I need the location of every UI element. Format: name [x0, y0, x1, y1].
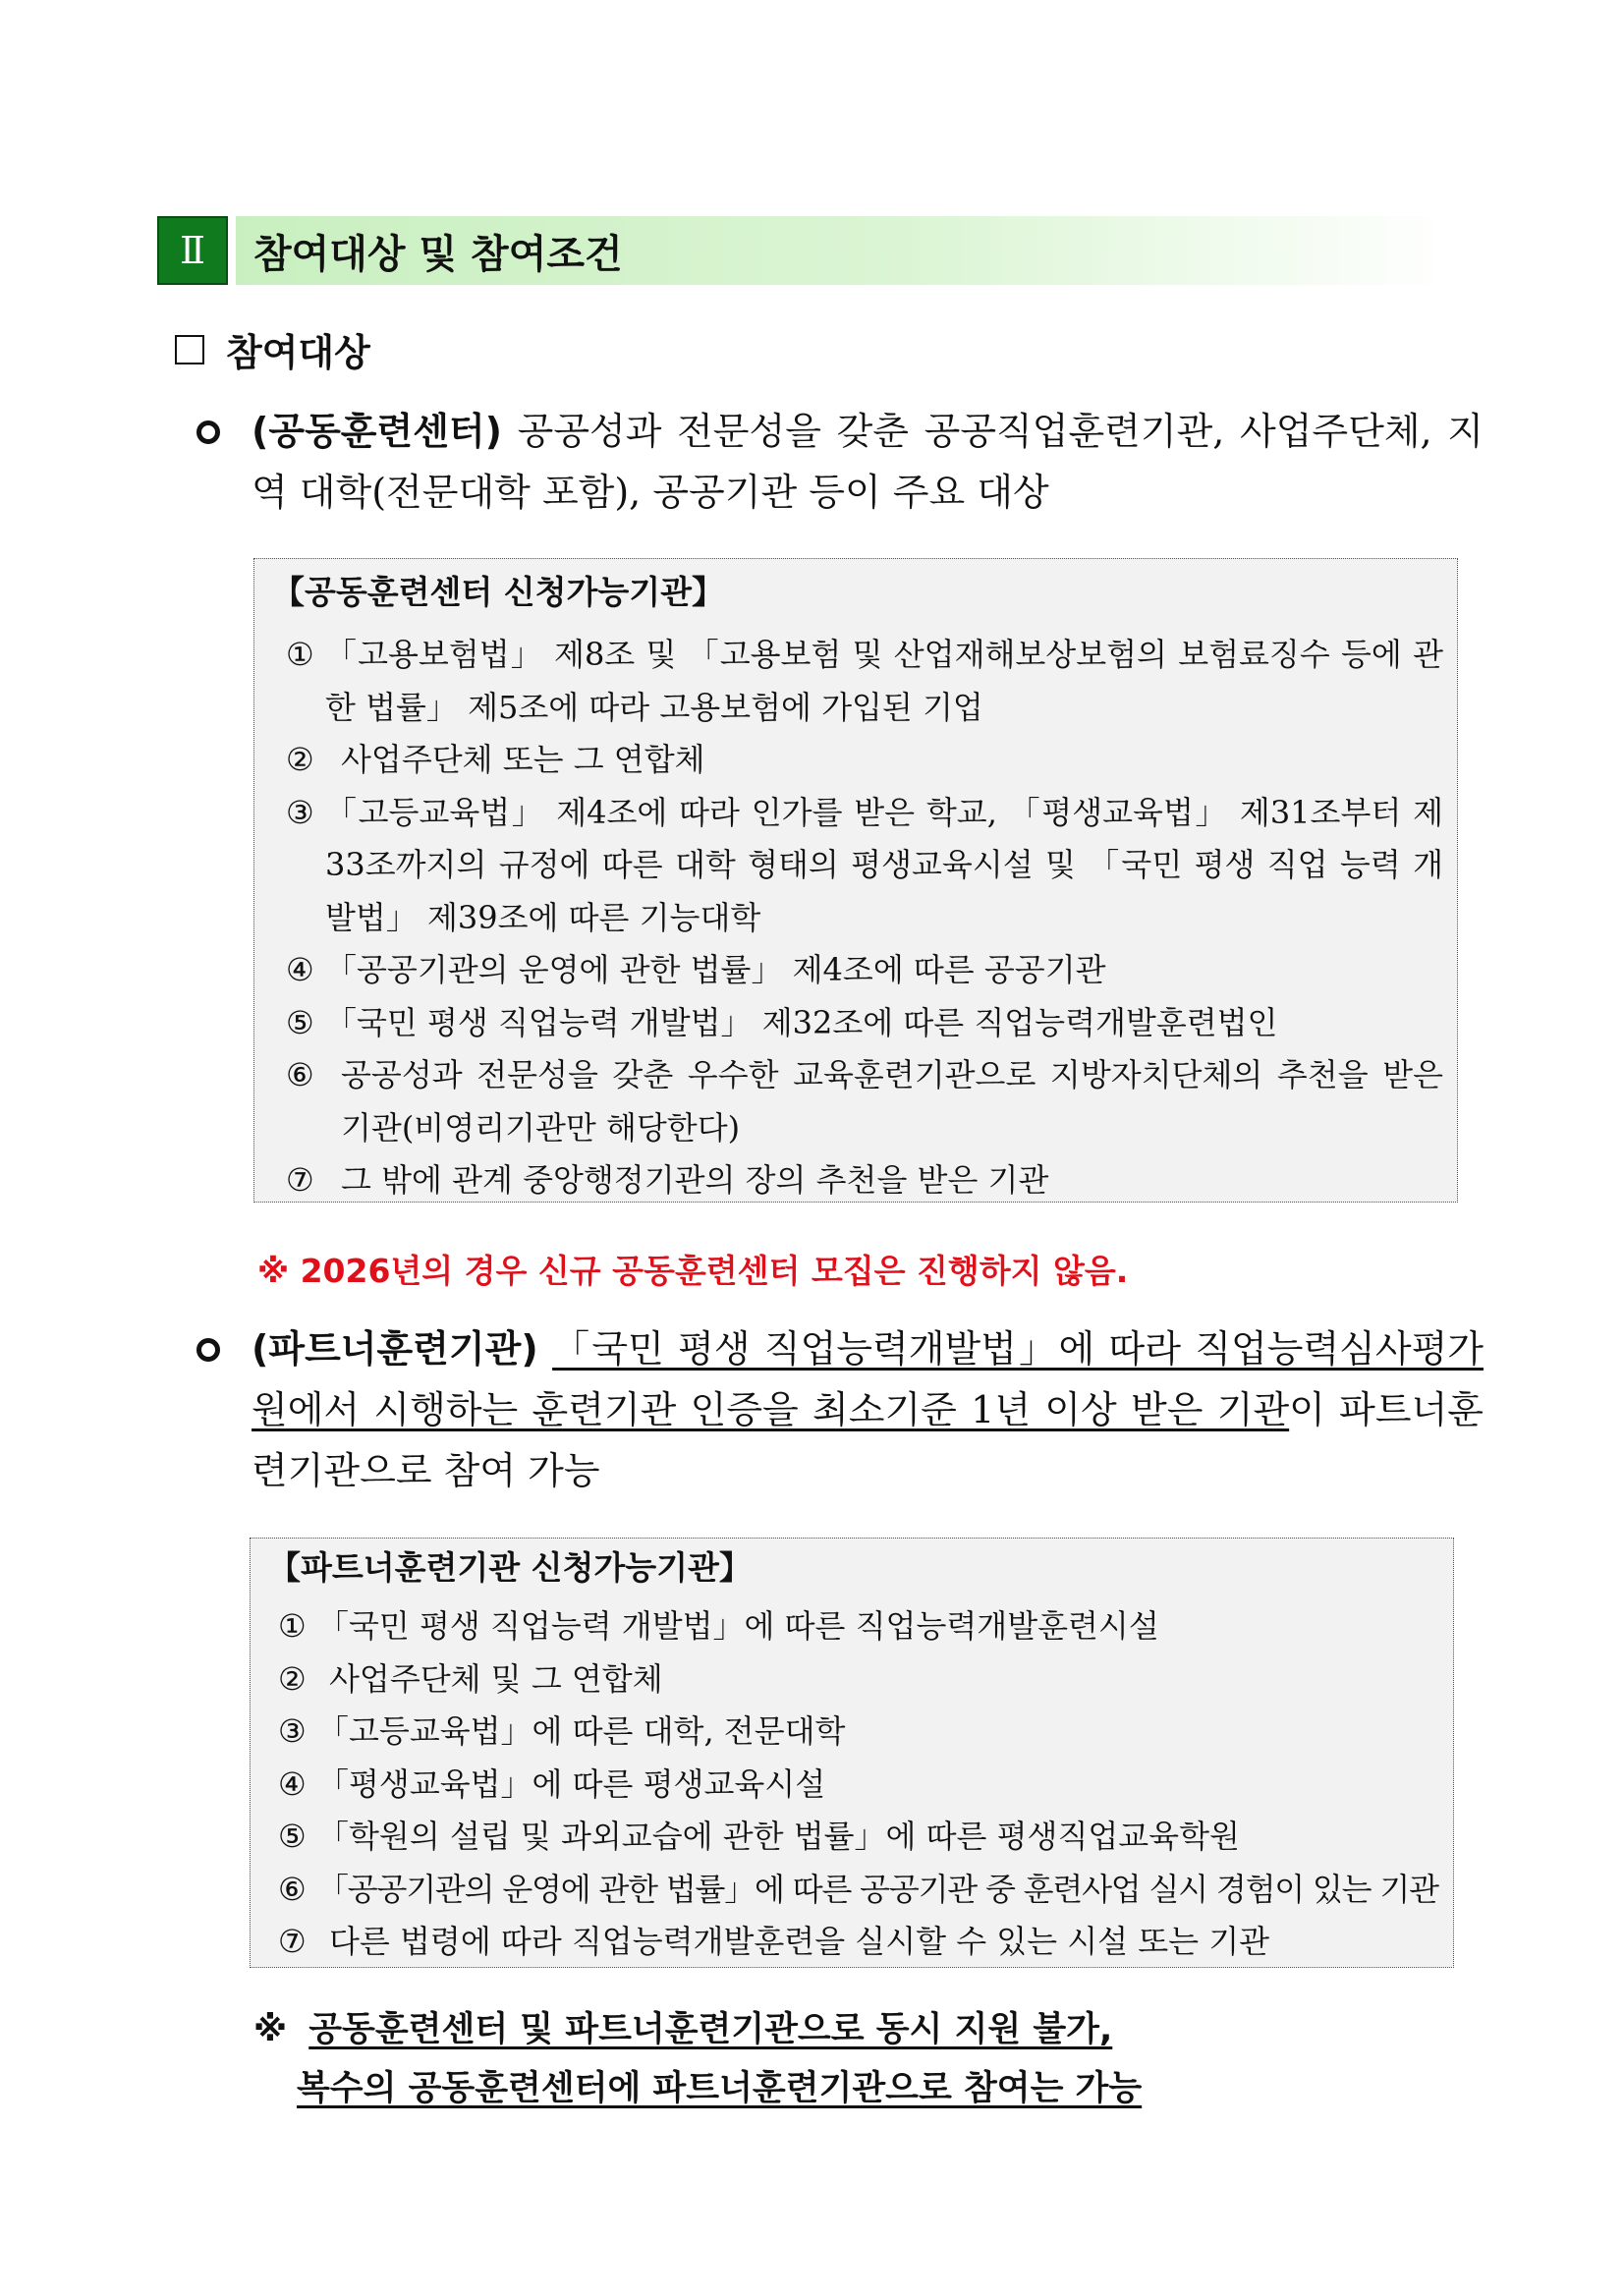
list-item	[278, 1600, 1439, 1653]
partner-box-title: 【파트너훈련기관 신청가능기관】	[268, 1548, 752, 1587]
partner-eligible-box	[250, 1538, 1454, 1968]
list-item-text: 「평생교육법」에 따른 평생교육시설	[317, 1764, 826, 1803]
joint-center-text-block	[252, 401, 1484, 523]
list-item-number: ⑥	[286, 1056, 314, 1093]
circle-bullet-icon	[196, 420, 220, 444]
joint-center-description: 공공성과 전문성을 갖춘 공공직업훈련기관, 사업주단체, 지역 대학(전문대학 포함), 공공기관 등이 주요 대상	[252, 410, 1484, 514]
list-item-text: 그 밖에 관계 중앙행정기관의 장의 추천을 받은 기관	[341, 1161, 1049, 1199]
partner-lead: (파트너훈련기관)	[252, 1327, 538, 1371]
joint-center-eligible-box	[253, 558, 1458, 1203]
list-item-text: 「공공기관의 운영에 관한 법률」에 따른 공공기관 중 훈련사업 실시 경험이 있는 기관	[317, 1870, 1438, 1908]
list-item	[278, 1811, 1439, 1864]
list-item-number: ②	[286, 741, 314, 778]
subheading	[175, 322, 370, 376]
section-header	[157, 216, 1454, 285]
list-item-number: ③	[278, 1712, 307, 1750]
list-item	[286, 997, 1443, 1050]
list-item	[286, 787, 1443, 945]
list-item-number: ⑦	[286, 1161, 314, 1199]
partner-note-text-2: 복수의 공동훈련센터에 파트너훈련기관으로 참여는 가능	[297, 2069, 1143, 2108]
list-item	[278, 1706, 1439, 1759]
list-item-number: ①	[278, 1607, 307, 1645]
list-item-number: ⑦	[278, 1923, 307, 1960]
list-item-text: 사업주단체 또는 그 연합체	[341, 741, 705, 778]
list-item-number: ③	[286, 793, 314, 831]
list-item	[278, 1864, 1439, 1917]
list-item-text: 「국민 평생 직업능력 개발법」 제32조에 따른 직업능력개발훈련법인	[325, 1003, 1278, 1041]
joint-center-item-list	[286, 629, 1443, 1207]
joint-center-lead: (공동훈련센터)	[252, 410, 502, 453]
joint-center-box-title: 【공동훈련센터 신청가능기관】	[272, 573, 725, 611]
partner-note-line-2	[297, 2059, 1142, 2118]
list-item-number: ⑥	[278, 1870, 307, 1908]
partner-note	[253, 2000, 1142, 2118]
partner-note-line-1	[253, 2000, 1142, 2059]
list-item	[286, 1154, 1443, 1207]
list-item-number: ②	[278, 1659, 307, 1698]
list-item-text: 다른 법령에 따라 직업능력개발훈련을 실시할 수 있는 시설 또는 기관	[329, 1923, 1270, 1960]
section-number: Ⅱ	[157, 216, 228, 285]
partner-note-text-1: 공동훈련센터 및 파트너훈련기관으로 동시 지원 불가,	[308, 2010, 1113, 2049]
list-item-number: ④	[278, 1764, 307, 1803]
list-item	[278, 1916, 1439, 1969]
list-item	[278, 1759, 1439, 1812]
list-item	[278, 1653, 1439, 1707]
reference-mark-icon: ※	[253, 2010, 288, 2049]
list-item-number: ①	[286, 636, 314, 673]
list-item-text: 공공성과 전문성을 갖춘 우수한 교육훈련기관으로 지방자치단체의 추천을 받은 기관(비영리기관만 해당한다)	[341, 1056, 1443, 1147]
list-item-text: 「공공기관의 운영에 관한 법률」 제4조에 따른 공공기관	[325, 951, 1106, 988]
partner-paragraph	[196, 1318, 1484, 1501]
list-item	[286, 734, 1443, 787]
partner-tail-text: 이 파트너훈련기관으로 참여 가능	[252, 1388, 1484, 1492]
list-item-text: 「고용보험법」 제8조 및 「고용보험 및 산업재해보상보험의 보험료징수 등에 관한 법률」 제5조에 따라 고용보험에 가입된 기업	[325, 636, 1443, 726]
subheading-text: 참여대상	[226, 331, 370, 374]
list-item-number: ④	[286, 951, 314, 988]
list-item	[286, 1049, 1443, 1154]
circle-bullet-icon	[196, 1338, 220, 1362]
partner-text-block	[252, 1318, 1484, 1501]
square-bullet-icon	[175, 335, 204, 364]
list-item	[286, 629, 1443, 734]
section-title-bar	[236, 216, 1454, 285]
joint-center-note: ※ 2026년의 경우 신규 공동훈련센터 모집은 진행하지 않음.	[257, 1252, 1129, 1290]
list-item-text: 「고등교육법」에 따른 대학, 전문대학	[317, 1712, 846, 1750]
list-item-number: ⑤	[278, 1818, 307, 1855]
joint-center-paragraph	[196, 401, 1484, 523]
section-title: 참여대상 및 참여조건	[253, 231, 623, 277]
partner-underlined-text: 「국민 평생 직업능력개발법」에 따라 직업능력심사평가원에서 시행하는 훈련기관 인증을 최소기준 1년 이상 받은 기관	[252, 1327, 1484, 1431]
list-item-text: 「고등교육법」 제4조에 따라 인가를 받은 학교, 「평생교육법」 제31조부터 제33조까지의 규정에 따른 대학 형태의 평생교육시설 및 「국민 평생 직업 능력 개발법」 제39조에 따른 기능대학	[325, 793, 1443, 936]
list-item-number: ⑤	[286, 1003, 314, 1041]
list-item	[286, 944, 1443, 997]
list-item-text: 「학원의 설립 및 과외교습에 관한 법률」에 따른 평생직업교육학원	[317, 1818, 1240, 1855]
partner-item-list	[278, 1600, 1439, 1969]
list-item-text: 「국민 평생 직업능력 개발법」에 따른 직업능력개발훈련시설	[317, 1607, 1159, 1645]
list-item-text: 사업주단체 및 그 연합체	[329, 1659, 663, 1698]
